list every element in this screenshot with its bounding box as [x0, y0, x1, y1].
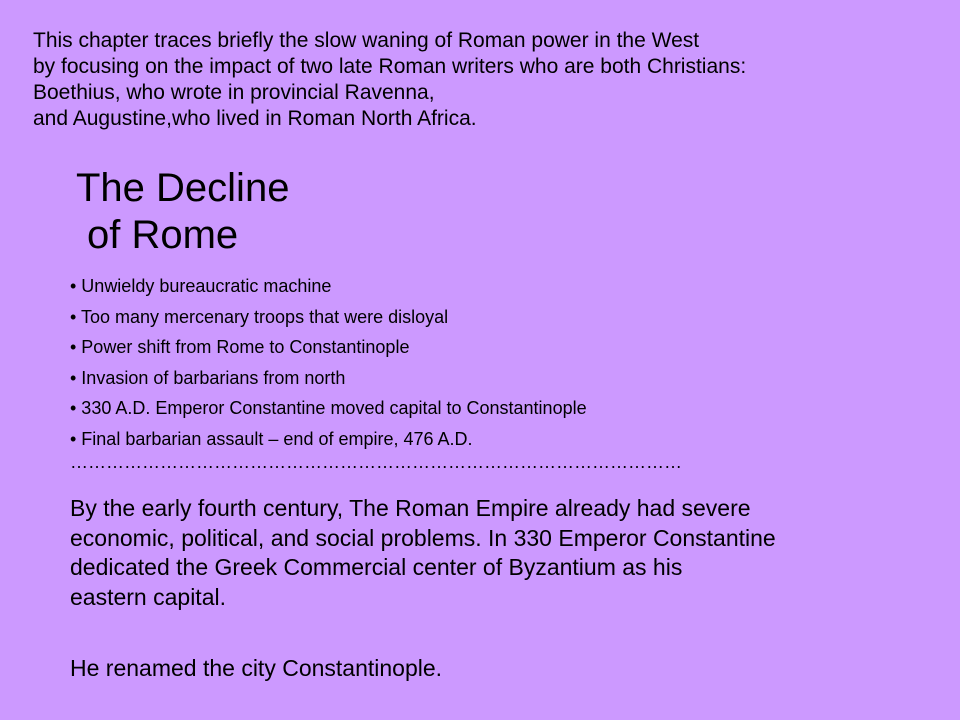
body-paragraph: [70, 494, 930, 612]
bullet-item: • Final barbarian assault – end of empire, 476 A.D.: [70, 428, 473, 449]
intro-line: and Augustine,who lived in Roman North Africa.: [33, 107, 477, 130]
intro-line: This chapter traces briefly the slow waning of Roman power in the West: [33, 29, 700, 52]
bullet-item: • Unwieldy bureaucratic machine: [70, 276, 332, 296]
bullet-item: • 330 A.D. Emperor Constantine moved capital to Constantinople: [70, 398, 587, 418]
paragraph-line: eastern capital.: [70, 583, 226, 610]
title-line-1: The Decline: [76, 166, 290, 210]
paragraph-line: By the early fourth century, The Roman Empire already had severe: [70, 495, 751, 521]
paragraph-line: dedicated the Greek Commercial center of Byzantium as his: [70, 554, 683, 580]
bullet-item: • Power shift from Rome to Constantinople: [70, 337, 410, 357]
bullet-item: • Invasion of barbarians from north: [70, 367, 346, 388]
paragraph-line: economic, political, and social problems. In 330 Emperor Constantine: [70, 524, 776, 551]
dotted-separator: …………………………………………………………………………………………: [70, 452, 682, 472]
intro-line: by focusing on the impact of two late Roman writers who are both Christians:: [33, 55, 747, 78]
intro-text: [33, 28, 953, 132]
intro-line: Boethius, who wrote in provincial Ravenna,: [33, 81, 435, 104]
slide-title: [76, 165, 289, 259]
closing-sentence: He renamed the city Constantinople.: [70, 655, 443, 681]
bullet-list: [70, 271, 930, 454]
bullet-item: • Too many mercenary troops that were disloyal: [70, 306, 449, 327]
title-line-2: of Rome: [87, 213, 239, 257]
